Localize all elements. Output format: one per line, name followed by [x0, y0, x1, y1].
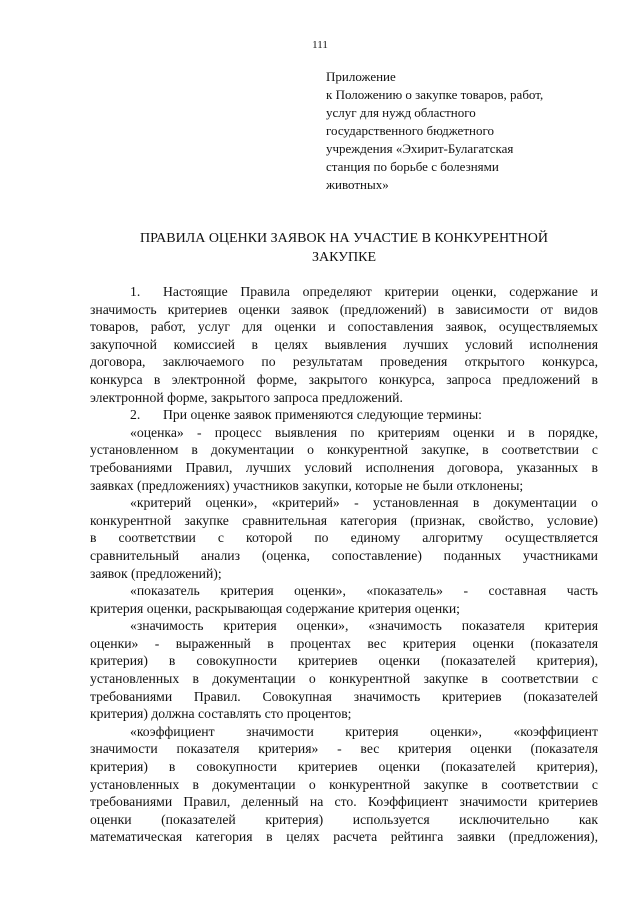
definition-first-line: «коэффициент значимости критерия оценки», «коэффициент	[130, 723, 598, 739]
paragraph-number: 2.	[130, 407, 141, 423]
title-line: ЗАКУПКЕ	[311, 250, 377, 265]
definition-line: заявок (предложений);	[90, 565, 222, 581]
title-line: ПРАВИЛА ОЦЕНКИ ЗАЯВОК НА УЧАСТИЕ В КОНКУРЕНТНОЙ	[140, 231, 548, 246]
definition-first-line: «оценка» - процесс выявления по критериям оценки и в порядке,	[130, 424, 598, 440]
document-body	[90, 283, 598, 846]
definition-line: значимости показателя критерия» - вес критерия оценки (показателя	[90, 741, 598, 757]
paragraph-text: При оценке заявок применяются следующие термины:	[163, 407, 482, 423]
definition-line: оценки (показателей критерия) используется исключительно как	[90, 811, 598, 827]
paragraph-line: товаров, работ, услуг для оценки и сопоставления заявок, осуществляемых	[90, 319, 598, 335]
appendix-line: государственного бюджетного	[326, 123, 494, 138]
paragraph-first-line	[90, 406, 598, 424]
definition-line: критерия) должна составлять сто процентов;	[90, 706, 352, 722]
paragraph-line: конкурса в электронной форме, закрытого конкурса, запроса предложений в	[90, 371, 598, 387]
definition-line: оценки» - выраженный в процентах вес критерия оценки (показателя	[90, 635, 598, 651]
definition-line: заявках (предложениях) участников закупки, которые не были отклонены;	[90, 477, 524, 493]
paragraph-line: закупочной комиссией в целях выявления лучших условий исполнения	[90, 336, 598, 352]
definition-line: критерия оценки, раскрывающая содержание критерия оценки;	[90, 600, 460, 616]
appendix-line: животных»	[326, 177, 389, 192]
definition-line: сравнительный анализ (оценка, сопоставление) поданных участниками	[90, 547, 598, 563]
document-title	[90, 229, 598, 267]
definition-line: установленных в документации о конкурентной закупке в соответствии с	[90, 776, 598, 792]
paragraph-line: значимость критериев оценки заявок (предложений) в зависимости от видов	[90, 301, 598, 317]
appendix-header	[326, 68, 616, 194]
paragraph-line: договора, заключаемого по результатам проведения открытого конкурса,	[90, 354, 598, 370]
definition-line: математическая категория в целях расчета рейтинга заявки (предложения),	[90, 829, 598, 845]
appendix-line: учреждения «Эхирит-Булагатская	[326, 141, 514, 156]
appendix-line: услуг для нужд областного	[326, 105, 476, 120]
definition-line: критерия) в совокупности критериев оценки (показателей критерия),	[90, 653, 598, 669]
paragraph-text: Настоящие Правила определяют критерии оценки, содержание и	[163, 284, 598, 299]
page-number: 111	[312, 39, 328, 51]
definition-first-line: «значимость критерия оценки», «значимость показателя критерия	[130, 618, 598, 634]
definition-first-line: «критерий оценки», «критерий» - установленная в документации о	[130, 495, 598, 511]
definition-line: установленном в документации о конкурентной закупке, в соответствии с	[90, 442, 598, 458]
appendix-line: станция по борьбе с болезнями	[326, 159, 499, 174]
paragraph-number: 1.	[130, 284, 141, 299]
definition-line: установленных в документации о конкурентной закупке в соответствии с	[90, 671, 598, 687]
appendix-line: Приложение	[326, 69, 396, 84]
definition-line: критерия) в совокупности критериев оценки (показателей критерия),	[90, 759, 598, 775]
definition-line: конкурентной закупке сравнительная категория (признак, свойство, условие)	[90, 512, 598, 528]
definition-line: требованиями Правил, деленный на сто. Коэффициент значимости критериев	[90, 794, 598, 810]
paragraph-line: электронной форме, закрытого запроса предложений.	[90, 389, 403, 405]
definition-line: требованиями Правил. Совокупная значимость критериев (показателей	[90, 688, 598, 704]
definition-line: в соответствии с которой по единому алгоритму осуществляется	[90, 530, 598, 546]
appendix-line: к Положению о закупке товаров, работ,	[326, 87, 544, 102]
paragraph-first-line	[90, 283, 598, 301]
definition-first-line: «показатель критерия оценки», «показатель» - составная часть	[130, 583, 598, 599]
definition-line: требованиями Правил, лучших условий исполнения договора, указанных в	[90, 459, 598, 475]
